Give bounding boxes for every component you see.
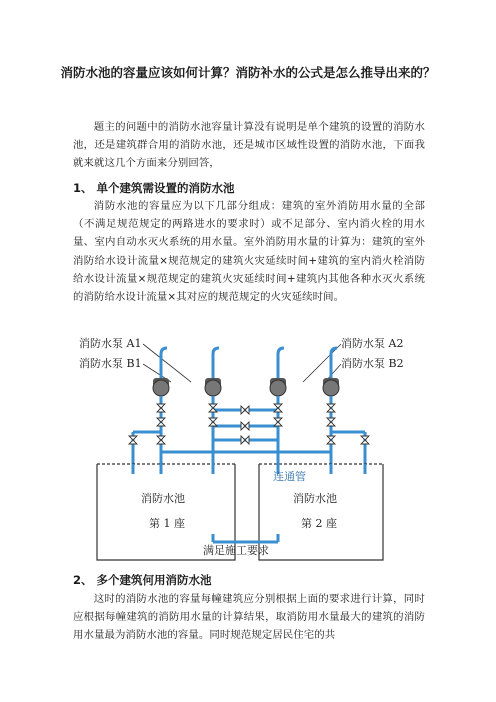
section-2-body: 这时的消防水池的容量每幢建筑应分别根据上面的要求进行计算，同时应根据每幢建筑的消防用水量的计算结果，取消防用水量最大的建筑的消防用水量最为消防水池的容量。同时规范规定居民住宅的共: [73, 593, 425, 642]
fire-pool-piping-diagram: [73, 334, 425, 566]
discharge-outlets: [161, 348, 337, 354]
section-1-body: 消防水池的容量应为以下几部分组成：建筑的室外消防用水量的全部（不满足规范规定的两路进水的要求时）或不足部分、室内消火栓的用水量、室内自动水灭火系统的用水量。室外消防用水量的计算为：建筑的室外消防给水设计流量×规范规定的建筑火灾延续时间+建筑的室内消火栓消防给水设计流量×规范规定的建筑火灾延续时间+建筑内其他各种水灭火系统的消防给水设计流量×其对应的规范规定的火灾延续时间。: [73, 200, 425, 304]
section-1-heading: 1、 单个建筑需设置的消防水池: [73, 181, 235, 195]
construction-note: 满足施工要求: [203, 544, 269, 557]
tank-2-number: 第 2 座: [301, 517, 337, 530]
pump-b1-label: 消防水泵 B1: [79, 357, 142, 370]
connector-pipe: [213, 534, 278, 542]
tank-1-number: 第 1 座: [149, 517, 185, 530]
pump-a1-label: 消防水泵 A1: [79, 337, 142, 350]
section-2-heading: 2、 多个建筑何用消防水池: [73, 573, 212, 587]
discharge-pipes: [161, 354, 331, 378]
intro-paragraph: 题主的问题中的消防水池容量计算没有说明是单个建筑的设置的消防水池，还是建筑群合用的消防水池，还是城市区域性设置的消防水池，下面我就来就这几个方面来分别回答，: [73, 121, 425, 170]
pump-b2-label: 消防水泵 B2: [341, 357, 404, 370]
connector-label: 连通管: [273, 470, 306, 483]
pump-icons: [153, 378, 339, 396]
valve-icons: [129, 404, 369, 444]
tank-1-name: 消防水池: [141, 492, 185, 505]
page-title: 消防水池的容量应该如何计算？消防补水的公式是怎么推导出来的？: [60, 65, 436, 80]
tank-2-name: 消防水池: [293, 492, 337, 505]
pump-a2-label: 消防水泵 A2: [341, 337, 404, 350]
